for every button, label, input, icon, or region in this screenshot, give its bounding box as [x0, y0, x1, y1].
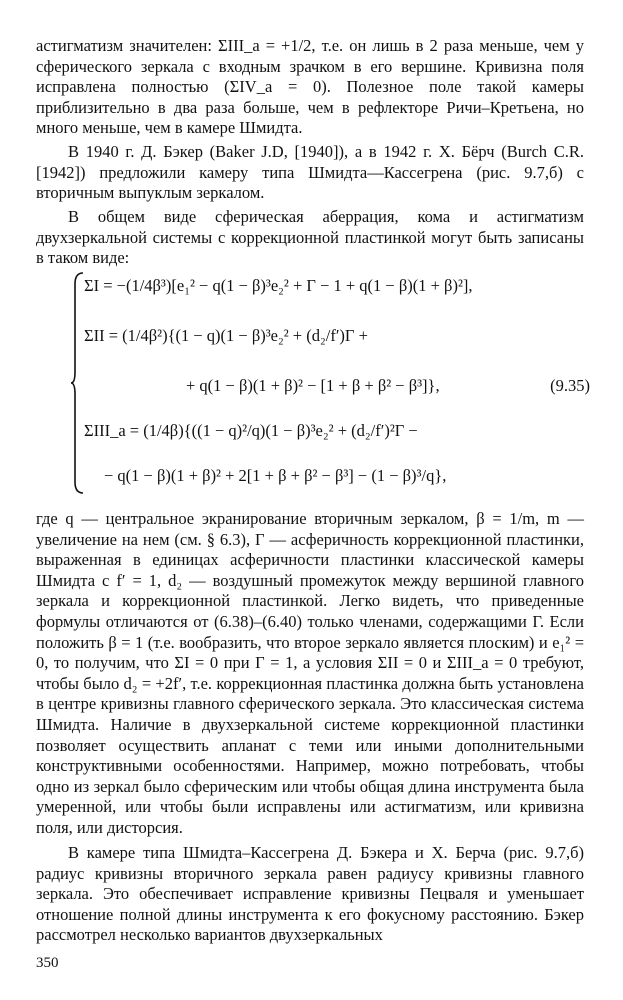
page-number: 350 [36, 955, 59, 971]
formula-line-sum-iii: ΣIII_a = (1/4β){((1 − q)²/q)(1 − β)³e₂² + (d₂/f′)²Γ − [84, 421, 418, 440]
formula-line-sum-iii-cont: − q(1 − β)(1 + β)² + 2[1 + β + β² − β³] − (1 − β)³/q}, [104, 466, 447, 485]
formula-line-sum-ii-cont: + q(1 − β)(1 + β)² − [1 + β + β² − β³]}, [186, 376, 440, 395]
formula-line-sum-ii: ΣII = (1/4β²){(1 − q)(1 − β)³e₂² + (d₂/f′)Γ + [84, 326, 368, 345]
left-brace [70, 272, 84, 494]
paragraph-definitions: где q — центральное экранирование вторичным зеркалом, β = 1/m, m — увеличение на нем (см. § 6.3), Γ — асферичность коррекционной пластинки, выраженная в единицах асферичности пластинки классической камеры Шмидта с f′ = 1, d₂ — воздушный промежуток между вершиной главного зеркала и коррекционной пластинкой. Легко видеть, что приведенные формулы отличаются от (6.38)–(6.40) только членами, содержащими Γ. Если положить β = 1 (т.е. вообразить, что второе зеркало является плоским) и e₁² = 0, то получим, что ΣI = 0 при Γ = 1, а условия ΣII = 0 и ΣIII_a = 0 требуют, чтобы было d₂ = +2f′, т.е. коррекционная пластинка должна быть установлена в центре кривизны главного сферического зеркала. Это классическая система Шмидта. Наличие в двухзеркальной системе коррекционной пластинки позволяет осуществить апланат с теми или иными дополнительными конструктивными особенностями. Например, можно потребовать, чтобы одно из зеркал было сферическим или чтобы общая длина инструмента была умеренной, или чтобы были исправлены или астигматизм, или кривизна поля, или дисторсия. [36, 509, 584, 837]
formula-block-9-35 [70, 266, 590, 500]
paragraph-astigmatism: астигматизм значителен: ΣIII_a = +1/2, т.е. он лишь в 2 раза меньше, чем у сферического зеркала с входным зрачком в его вершине. Кривизна поля исправлена полностью (ΣIV_a = 0). Полезное поле такой камеры приблизительно в два раза больше, чем в рефлекторе Ричи–Кретьена, но много меньше, чем в камере Шмидта. [36, 36, 584, 138]
paragraph-general-form: В общем виде сферическая аберрация, кома и астигматизм двухзеркальной системы с коррекционной пластинкой могут быть записаны в таком виде: [36, 207, 584, 268]
paragraph-baker-burch: В 1940 г. Д. Бэкер (Baker J.D, [1940]), а в 1942 г. Х. Бёрч (Burch C.R.[1942]) предложили камеру типа Шмидта—Кассегрена (рис. 9.7,б) с вторичным выпуклым зеркалом. [36, 142, 584, 203]
equation-number: (9.35) [550, 376, 590, 395]
formula-line-sum-i: ΣI = −(1/4β³)[e₁² − q(1 − β)³e₂² + Γ − 1 + q(1 − β)(1 + β)²], [84, 276, 473, 295]
paragraph-schmidt-cassegrain: В камере типа Шмидта–Кассегрена Д. Бэкера и Х. Берча (рис. 9.7,б) радиус кривизны вторичного зеркала равен радиусу кривизны главного зеркала. Это обеспечивает исправление кривизны Пецваля и уменьшает отношение полной длины инструмента к его фокусному расстоянию. Бэкер рассмотрел несколько вариантов двухзеркальных [36, 843, 584, 945]
